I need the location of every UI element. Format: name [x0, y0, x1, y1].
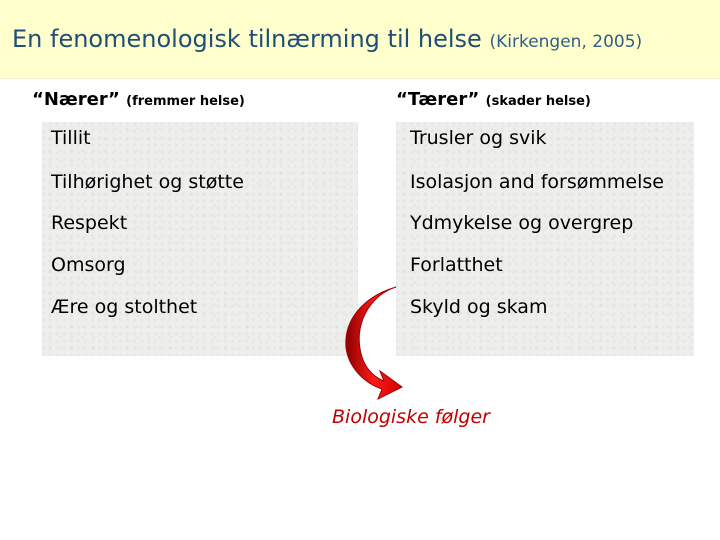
left-item-tillit: Tillit: [51, 127, 91, 149]
curved-arrow-down-icon: [340, 285, 420, 405]
right-item-ydmykelse: Ydmykelse og overgrep: [410, 212, 634, 234]
right-heading-main: “Tærer”: [396, 89, 480, 110]
left-heading-main: “Nærer”: [32, 89, 120, 110]
left-item-respekt: Respekt: [51, 212, 128, 234]
title-citation: (Kirkengen, 2005): [489, 32, 643, 52]
right-item-trusler: Trusler og svik: [410, 127, 547, 149]
title-bar: [0, 0, 720, 79]
outcome-label: Biologiske følger: [332, 406, 490, 428]
slide-title: [12, 25, 642, 53]
right-item-isolasjon: Isolasjon and forsømmelse: [410, 171, 664, 193]
right-item-forlatthet: Forlatthet: [410, 254, 503, 276]
right-heading-sub: (skader helse): [485, 94, 591, 109]
left-item-omsorg: Omsorg: [51, 254, 126, 276]
left-item-aere: Ære og stolthet: [51, 296, 198, 318]
left-column-box: [42, 122, 358, 356]
left-column-heading: [32, 89, 245, 110]
left-item-tilhorighet: Tilhørighet og støtte: [51, 171, 244, 193]
right-column-box: [396, 122, 694, 356]
left-heading-sub: (fremmer helse): [126, 94, 245, 109]
right-column-heading: [396, 89, 591, 110]
right-item-skyld: Skyld og skam: [410, 296, 548, 318]
title-main: En fenomenologisk tilnærming til helse: [12, 25, 482, 53]
